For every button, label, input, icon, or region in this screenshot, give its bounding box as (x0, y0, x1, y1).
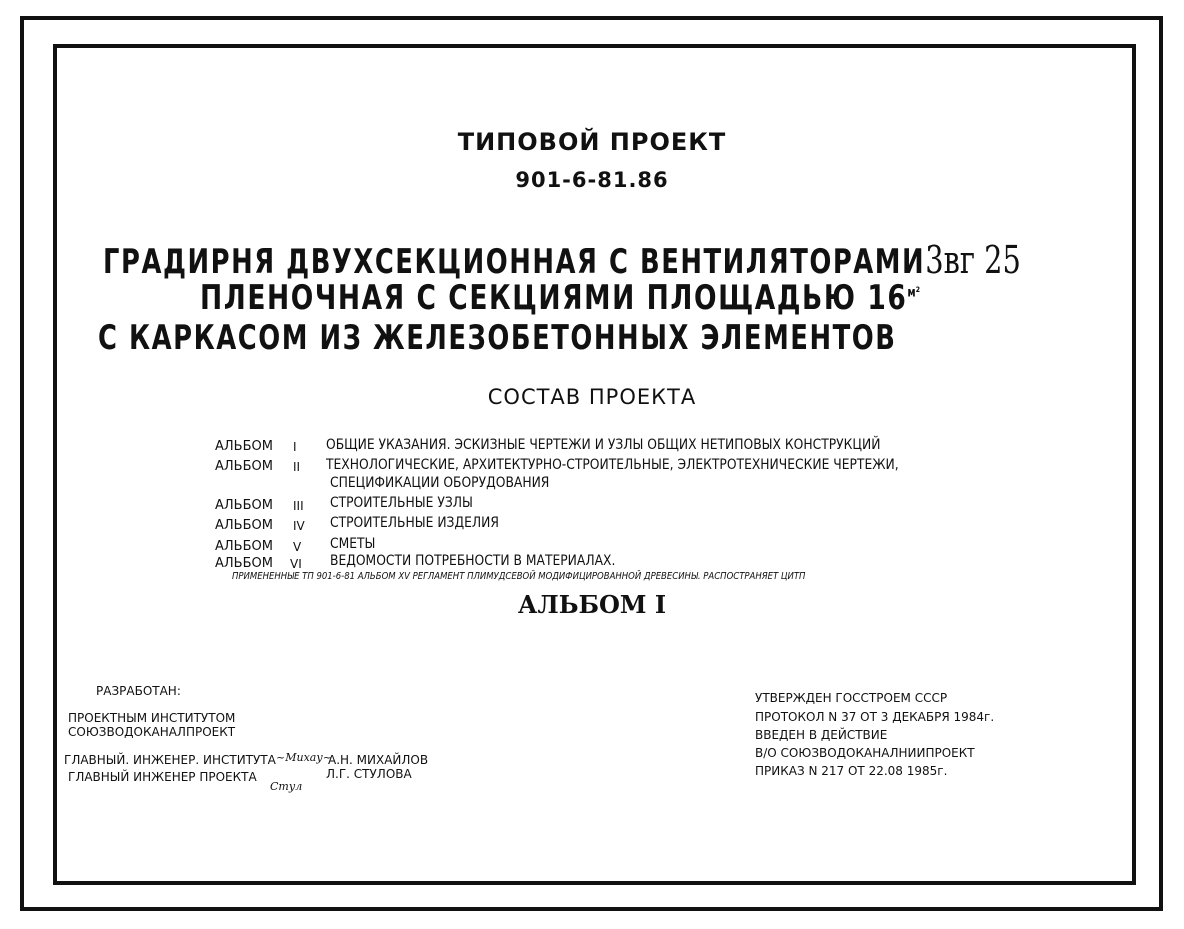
project-engineer-title: ГЛАВНЫЙ ИНЖЕНЕР ПРОЕКТА (68, 770, 257, 784)
title-line-2-text: ПЛЕНОЧНАЯ С СЕКЦИЯМИ ПЛОЩАДЬЮ 16 (200, 278, 908, 318)
title-line-1-text: ГРАДИРНЯ ДВУХСЕКЦИОННАЯ С ВЕНТИЛЯТОРАМИ (103, 242, 926, 282)
album-3-number: III (293, 499, 304, 513)
album-2-label: АЛЬБОМ (215, 459, 273, 474)
album-2-number: II (293, 460, 301, 474)
chief-engineer-title: ГЛАВНЫЙ. ИНЖЕНЕР. ИНСТИТУТА (64, 753, 276, 767)
approved-line-4: В/О СОЮЗВОДОКАНАЛНИИПРОЕКТ (755, 746, 975, 760)
album-4-number: IV (293, 519, 305, 533)
approved-line-3: ВВЕДЕН В ДЕЙСТВИЕ (755, 728, 888, 742)
fan-model: 3вг 25 (925, 238, 1021, 282)
album-1-label: АЛЬБОМ (215, 439, 273, 454)
album-3-label: АЛЬБОМ (215, 498, 273, 513)
title-line-2 (200, 278, 920, 318)
area-unit: м² (907, 285, 921, 301)
applied-projects-note: ПРИМЕНЕННЫЕ ТП 901-6-81 АЛЬБОМ XV РЕГЛАМЕНТ ПЛИМУДСЕВОЙ МОДИФИЦИРОВАННОЙ ДРЕВЕСИНЫ. РАСПОСТРАНЯЕТ ЦИТП (232, 571, 806, 582)
project-engineer-signature-icon: Стул (270, 780, 303, 793)
album-5-label: АЛЬБОМ (215, 539, 273, 554)
album-6-label: АЛЬБОМ (215, 556, 273, 571)
album-5-number: V (293, 540, 302, 554)
chief-engineer-signature-icon: ~Михау~ (276, 751, 332, 764)
album-4-label: АЛЬБОМ (215, 518, 273, 533)
album-main-title: АЛЬБОМ I (517, 590, 667, 619)
album-1-text: ОБЩИЕ УКАЗАНИЯ. ЭСКИЗНЫЕ ЧЕРТЕЖИ И УЗЛЫ ОБЩИХ НЕТИПОВЫХ КОНСТРУКЦИЙ (326, 437, 881, 453)
developed-heading: РАЗРАБОТАН: (96, 684, 181, 698)
composition-heading: СОСТАВ ПРОЕКТА (487, 385, 697, 409)
developer-org-line-2: СОЮЗВОДОКАНАЛПРОЕКТ (68, 725, 236, 739)
chief-engineer-name: А.Н. МИХАЙЛОВ (328, 753, 429, 767)
approved-line-1: УТВЕРЖДЕН ГОССТРОЕМ СССР (755, 691, 948, 705)
album-2-text-cont: СПЕЦИФИКАЦИИ ОБОРУДОВАНИЯ (330, 475, 550, 491)
album-2-text: ТЕХНОЛОГИЧЕСКИЕ, АРХИТЕКТУРНО-СТРОИТЕЛЬНЫЕ, ЭЛЕКТРОТЕХНИЧЕСКИЕ ЧЕРТЕЖИ, (326, 457, 899, 473)
approved-line-2: ПРОТОКОЛ N 37 ОТ 3 ДЕКАБРЯ 1984г. (755, 710, 995, 724)
developer-org-line-1: ПРОЕКТНЫМ ИНСТИТУТОМ (68, 711, 236, 725)
album-4-text: СТРОИТЕЛЬНЫЕ ИЗДЕЛИЯ (330, 515, 499, 531)
project-engineer-name: Л.Г. СТУЛОВА (326, 767, 412, 781)
approved-line-5: ПРИКАЗ N 217 ОТ 22.08 1985г. (755, 764, 948, 778)
album-6-text: ВЕДОМОСТИ ПОТРЕБНОСТИ В МАТЕРИАЛАХ. (330, 553, 616, 569)
project-type-heading: ТИПОВОЙ ПРОЕКТ (457, 128, 727, 156)
album-6-number: VI (290, 557, 302, 571)
album-5-text: СМЕТЫ (330, 536, 376, 552)
project-number: 901-6-81.86 (515, 168, 669, 192)
album-3-text: СТРОИТЕЛЬНЫЕ УЗЛЫ (330, 495, 473, 511)
title-line-1 (103, 238, 1021, 282)
album-1-number: I (293, 440, 297, 454)
title-line-3: С КАРКАСОМ ИЗ ЖЕЛЕЗОБЕТОННЫХ ЭЛЕМЕНТОВ (98, 318, 897, 358)
